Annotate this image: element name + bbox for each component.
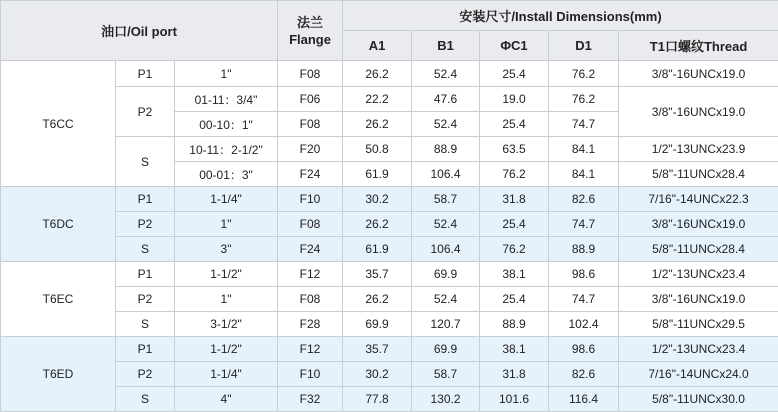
thread-cell: 5/8"-11UNCx28.4 (619, 237, 778, 262)
c1-cell: 63.5 (480, 137, 549, 162)
flange-header-en: Flange (278, 31, 342, 48)
port-cell: P1 (116, 187, 175, 212)
b1-cell: 120.7 (412, 312, 480, 337)
d1-cell: 84.1 (549, 162, 619, 187)
thread-cell: 7/16"-14UNCx22.3 (619, 187, 778, 212)
model-cell: T6CC (1, 61, 116, 187)
b1-cell: 130.2 (412, 387, 480, 412)
model-cell: T6ED (1, 337, 116, 412)
d1-cell: 76.2 (549, 61, 619, 87)
a1-cell: 50.8 (343, 137, 412, 162)
c1-cell: 38.1 (480, 337, 549, 362)
flange-cell: F20 (278, 137, 343, 162)
a1-cell: 35.7 (343, 262, 412, 287)
flange-cell: F10 (278, 362, 343, 387)
thread-cell: 3/8"-16UNCx19.0 (619, 212, 778, 237)
a1-cell: 61.9 (343, 237, 412, 262)
thread-cell: 3/8"-16UNCx19.0 (619, 87, 778, 137)
size-cell: 10-11：2-1/2" (175, 137, 278, 162)
a1-cell: 26.2 (343, 61, 412, 87)
d1-cell: 98.6 (549, 337, 619, 362)
table-row (1, 287, 778, 312)
c1-cell: 76.2 (480, 162, 549, 187)
thread-cell: 3/8"-16UNCx19.0 (619, 287, 778, 312)
table-row (1, 137, 778, 162)
port-cell: S (116, 137, 175, 187)
c1-cell: 19.0 (480, 87, 549, 112)
a1-cell: 30.2 (343, 362, 412, 387)
d1-cell: 74.7 (549, 112, 619, 137)
model-cell: T6EC (1, 262, 116, 337)
size-cell: 4" (175, 387, 278, 412)
d1-cell: 76.2 (549, 87, 619, 112)
install-dimensions-header: 安装尺寸/Install Dimensions(mm) (343, 1, 778, 31)
flange-cell: F08 (278, 287, 343, 312)
table-row (1, 337, 778, 362)
table-row (1, 87, 778, 112)
size-cell: 01-11：3/4" (175, 87, 278, 112)
a1-cell: 22.2 (343, 87, 412, 112)
model-cell: T6DC (1, 187, 116, 262)
flange-header (278, 1, 343, 61)
b1-cell: 47.6 (412, 87, 480, 112)
c1-cell: 101.6 (480, 387, 549, 412)
flange-cell: F12 (278, 337, 343, 362)
d1-cell: 74.7 (549, 212, 619, 237)
d1-cell: 84.1 (549, 137, 619, 162)
table-row (1, 362, 778, 387)
c1-cell: 31.8 (480, 362, 549, 387)
group-t6dc (1, 187, 778, 262)
thread-cell: 1/2"-13UNCx23.4 (619, 262, 778, 287)
a1-cell: 61.9 (343, 162, 412, 187)
flange-cell: F28 (278, 312, 343, 337)
table-row (1, 61, 778, 87)
size-cell: 00-10：1" (175, 112, 278, 137)
table-row (1, 262, 778, 287)
b1-cell: 88.9 (412, 137, 480, 162)
flange-cell: F06 (278, 87, 343, 112)
d1-cell: 98.6 (549, 262, 619, 287)
c1-cell: 25.4 (480, 212, 549, 237)
col-c1-header: ΦC1 (480, 31, 549, 61)
c1-cell: 25.4 (480, 112, 549, 137)
thread-cell: 5/8"-11UNCx30.0 (619, 387, 778, 412)
port-cell: P1 (116, 262, 175, 287)
oil-port-header: 油口/Oil port (1, 1, 278, 61)
d1-cell: 74.7 (549, 287, 619, 312)
flange-cell: F24 (278, 162, 343, 187)
flange-cell: F12 (278, 262, 343, 287)
size-cell: 1-1/2" (175, 262, 278, 287)
port-cell: S (116, 312, 175, 337)
thread-cell: 7/16"-14UNCx24.0 (619, 362, 778, 387)
size-cell: 1-1/4" (175, 187, 278, 212)
port-cell: P2 (116, 87, 175, 137)
b1-cell: 52.4 (412, 212, 480, 237)
port-cell: S (116, 387, 175, 412)
thread-cell: 5/8"-11UNCx28.4 (619, 162, 778, 187)
flange-cell: F08 (278, 112, 343, 137)
flange-cell: F08 (278, 61, 343, 87)
c1-cell: 25.4 (480, 61, 549, 87)
a1-cell: 35.7 (343, 337, 412, 362)
flange-header-cn: 法兰 (278, 14, 342, 31)
b1-cell: 69.9 (412, 337, 480, 362)
size-cell: 00-01：3" (175, 162, 278, 187)
flange-cell: F24 (278, 237, 343, 262)
d1-cell: 82.6 (549, 187, 619, 212)
flange-cell: F32 (278, 387, 343, 412)
table-row (1, 187, 778, 212)
a1-cell: 77.8 (343, 387, 412, 412)
size-cell: 1-1/4" (175, 362, 278, 387)
c1-cell: 25.4 (480, 287, 549, 312)
col-b1-header: B1 (412, 31, 480, 61)
b1-cell: 58.7 (412, 362, 480, 387)
b1-cell: 52.4 (412, 61, 480, 87)
b1-cell: 106.4 (412, 237, 480, 262)
b1-cell: 106.4 (412, 162, 480, 187)
size-cell: 3" (175, 237, 278, 262)
thread-cell: 3/8"-16UNCx19.0 (619, 61, 778, 87)
c1-cell: 88.9 (480, 312, 549, 337)
thread-cell: 1/2"-13UNCx23.9 (619, 137, 778, 162)
d1-cell: 82.6 (549, 362, 619, 387)
d1-cell: 102.4 (549, 312, 619, 337)
c1-cell: 31.8 (480, 187, 549, 212)
flange-cell: F10 (278, 187, 343, 212)
port-cell: P2 (116, 362, 175, 387)
a1-cell: 30.2 (343, 187, 412, 212)
b1-cell: 52.4 (412, 112, 480, 137)
port-cell: P2 (116, 287, 175, 312)
size-cell: 3-1/2" (175, 312, 278, 337)
port-cell: P2 (116, 212, 175, 237)
b1-cell: 58.7 (412, 187, 480, 212)
group-t6ed (1, 337, 778, 412)
size-cell: 1" (175, 212, 278, 237)
table-row (1, 387, 778, 412)
thread-cell: 5/8"-11UNCx29.5 (619, 312, 778, 337)
c1-cell: 38.1 (480, 262, 549, 287)
d1-cell: 88.9 (549, 237, 619, 262)
flange-cell: F08 (278, 212, 343, 237)
port-cell: P1 (116, 337, 175, 362)
col-a1-header: A1 (343, 31, 412, 61)
a1-cell: 26.2 (343, 112, 412, 137)
thread-cell: 1/2"-13UNCx23.4 (619, 337, 778, 362)
group-t6cc (1, 61, 778, 187)
table-row (1, 237, 778, 262)
table-row (1, 312, 778, 337)
col-thread-header: T1口螺纹Thread (619, 31, 778, 61)
table-row (1, 212, 778, 237)
port-cell: P1 (116, 61, 175, 87)
a1-cell: 26.2 (343, 287, 412, 312)
table-header (1, 1, 778, 61)
a1-cell: 69.9 (343, 312, 412, 337)
group-t6ec (1, 262, 778, 337)
b1-cell: 52.4 (412, 287, 480, 312)
b1-cell: 69.9 (412, 262, 480, 287)
port-cell: S (116, 237, 175, 262)
a1-cell: 26.2 (343, 212, 412, 237)
size-cell: 1" (175, 287, 278, 312)
c1-cell: 76.2 (480, 237, 549, 262)
d1-cell: 116.4 (549, 387, 619, 412)
col-d1-header: D1 (549, 31, 619, 61)
size-cell: 1-1/2" (175, 337, 278, 362)
size-cell: 1" (175, 61, 278, 87)
